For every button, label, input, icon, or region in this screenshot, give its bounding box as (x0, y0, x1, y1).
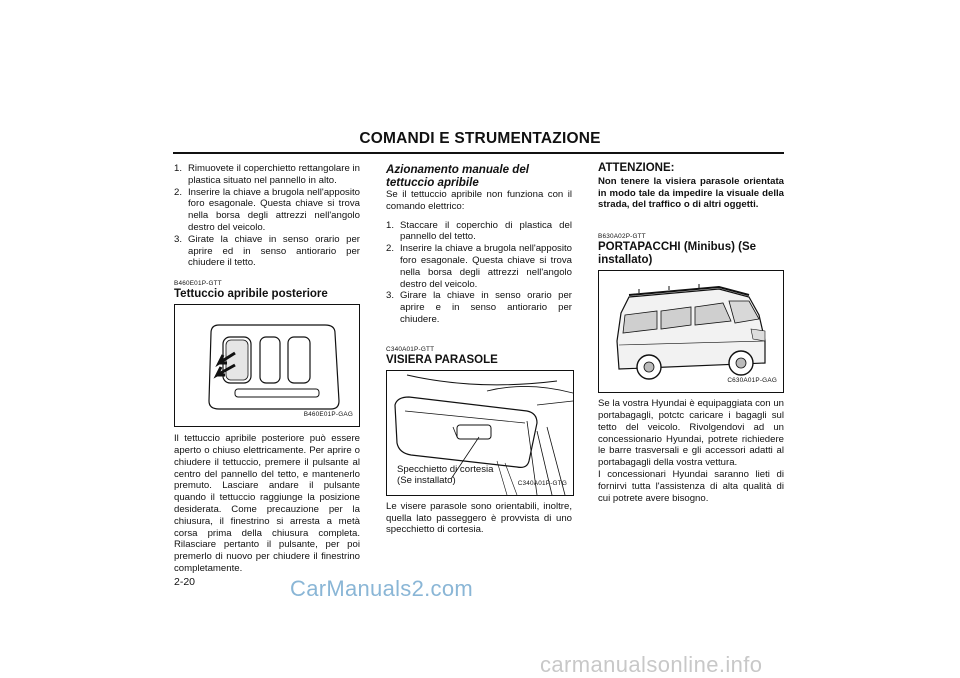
list-item: 1. Rimuovete il coperchietto rettangolare in plastica situato nel pannello in alto. (174, 163, 360, 186)
warning-title: ATTENZIONE: (598, 162, 675, 174)
roof-rack-figure (598, 270, 784, 393)
warning-text: Non tenere la visiera parasole orientata in modo tale da impedire la visuale della strada, del traffico o di altri oggetti. (598, 175, 784, 211)
list-item: 3. Girate la chiave in senso orario per aprire ed in senso antiorario per chiudere il tetto. (174, 233, 360, 269)
column-middle (386, 163, 572, 536)
section-title: Tettuccio apribile posteriore (174, 288, 328, 301)
section-code: B630A02P-GTT (598, 233, 646, 241)
column-left (174, 163, 360, 589)
body-text: Il tettuccio apribile posteriore può essere aperto o chiuso elettricamente. Per aprire o chiudere il tettuccio, premere il pulsante al centro del pannello del tetto, e mantenerlo premuto. Lasciare andare il pulsante quando il tettuccio raggiunge la posizione desiderata. Come precauzione per la chiusura, il finestrino si arresta a metà corsa prima della chiusura completa. Rilasciare pertanto il pulsante, per poi premerlo di nuovo per chiudere il finestrino completamente. (174, 433, 360, 574)
sun-visor-figure (386, 370, 574, 496)
list-item: 3. Girare la chiave in senso orario per aprire e in senso antiorario per chiudere. (386, 290, 572, 325)
page-number: 2-20 (174, 575, 196, 588)
section-code: B460E01P-GTT (174, 280, 222, 288)
section-code: C340A01P-GTT (386, 345, 435, 353)
minibus-illustration (599, 271, 783, 392)
body-text: Se la vostra Hyundai è equipaggiata con un portabagagli, potctc caricare i bagagli sul tetto del veicolo. Rivolgendovi ad un concessionario Hyundai, potrete richiedere le barre trasversali e gli accessori adatti al portabagagli della vostra vettura. (598, 398, 784, 469)
list-item: 1. Staccare il coperchio di plastica del pannello del tetto. (386, 219, 572, 243)
column-right (598, 163, 784, 504)
steps-list (174, 163, 360, 269)
footer-site-name: carmanualsonline.info (540, 652, 763, 677)
body-text: Le visere parasole sono orientabili, inoltre, quella lato passeggero è provvista di uno specchietto di cortesia. (386, 500, 572, 536)
section-title: VISIERA PARASOLE (386, 353, 498, 366)
list-item: 2. Inserire la chiave a brugola nell'apposito foro esagonale. Questa chiave si trova nella borsa degli attrezzi nell'angolo destro del veicolo. (386, 243, 572, 290)
roof-panel-figure (174, 304, 360, 427)
watermark-logo: CarManuals2.com (290, 576, 474, 601)
section-title: PORTAPACCHI (Minibus) (Se installato) (598, 241, 757, 267)
page-title: COMANDI E STRUMENTAZIONE (359, 130, 601, 147)
mirror-callout: Specchietto di cortesia (Se installato) (397, 463, 494, 487)
header-rule (173, 152, 784, 154)
body-text-2: I concessionari Hyundai saranno lieti di fornirvi tutta l'assistenza di alta qualità di cui potrete avere bisogno. (598, 468, 784, 504)
intro-text: Se il tettuccio apribile non funziona con il comando elettrico: (386, 189, 572, 212)
figure-code: B460E01P-GAG (303, 411, 353, 419)
figure-code: C340A01P-GTG (517, 479, 567, 487)
list-item: 2. Inserire la chiave a brugola nell'apposito foro esagonale. Questa chiave si trova nella borsa degli attrezzi nell'angolo destro del veicolo. (174, 186, 360, 233)
steps-list (386, 220, 572, 326)
roof-console-illustration (175, 305, 359, 426)
figure-code: C630A01P-GAG (727, 377, 777, 385)
section-title: Azionamento manuale del tettuccio apribile (386, 163, 530, 189)
